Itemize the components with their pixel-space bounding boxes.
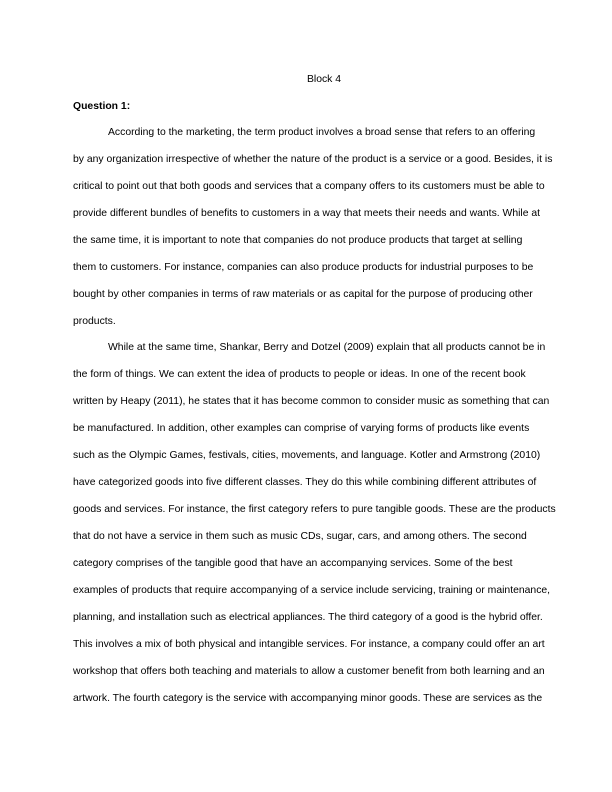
question-heading: Question 1: bbox=[73, 101, 131, 112]
body-line: bought by other companies in terms of raw materials or as capital for the purpose of producing other bbox=[73, 289, 533, 300]
body-line: category comprises of the tangible good that have an accompanying services. Some of the best bbox=[73, 558, 513, 569]
body-line: have categorized goods into five different classes. They do this while combining different attributes of bbox=[73, 477, 537, 488]
body-line: This involves a mix of both physical and intangible services. For instance, a company could offer an art bbox=[73, 639, 545, 650]
body-line: While at the same time, Shankar, Berry and Dotzel (2009) explain that all products cannot be in bbox=[108, 342, 546, 353]
body-line: artwork. The fourth category is the service with accompanying minor goods. These are services as the bbox=[73, 693, 543, 704]
body-line: by any organization irrespective of whether the nature of the product is a service or a good. Besides, it is bbox=[73, 154, 553, 165]
body-line: provide different bundles of benefits to customers in a way that meets their needs and wants. While at bbox=[73, 208, 541, 219]
body-line: that do not have a service in them such as music CDs, sugar, cars, and among others. The second bbox=[73, 531, 527, 542]
document-title: Block 4 bbox=[306, 74, 342, 85]
body-line: products. bbox=[73, 316, 116, 327]
body-line: planning, and installation such as electrical appliances. The third category of a good is the hybrid offer. bbox=[73, 612, 543, 623]
body-line: critical to point out that both goods and services that a company offers to its customers must be able to bbox=[73, 181, 545, 192]
body-line: According to the marketing, the term product involves a broad sense that refers to an offering bbox=[108, 127, 536, 138]
body-line: such as the Olympic Games, festivals, cities, movements, and language. Kotler and Armstrong (2010) bbox=[73, 450, 541, 461]
body-line: written by Heapy (2011), he states that it has become common to consider music as something that can bbox=[73, 396, 550, 407]
body-line: examples of products that require accompanying of a service include servicing, training or maintenance, bbox=[73, 585, 551, 596]
body-line: them to customers. For instance, companies can also produce products for industrial purposes to be bbox=[73, 262, 534, 273]
body-line: the form of things. We can extent the idea of products to people or ideas. In one of the recent book bbox=[73, 369, 526, 380]
body-line: goods and services. For instance, the first category refers to pure tangible goods. These are the products bbox=[73, 504, 556, 515]
body-line: workshop that offers both teaching and materials to allow a customer benefit from both learning and an bbox=[73, 666, 545, 677]
body-line: be manufactured. In addition, other examples can comprise of varying forms of products like events bbox=[73, 423, 530, 434]
body-line: the same time, it is important to note that companies do not produce products that target at selling bbox=[73, 235, 523, 246]
